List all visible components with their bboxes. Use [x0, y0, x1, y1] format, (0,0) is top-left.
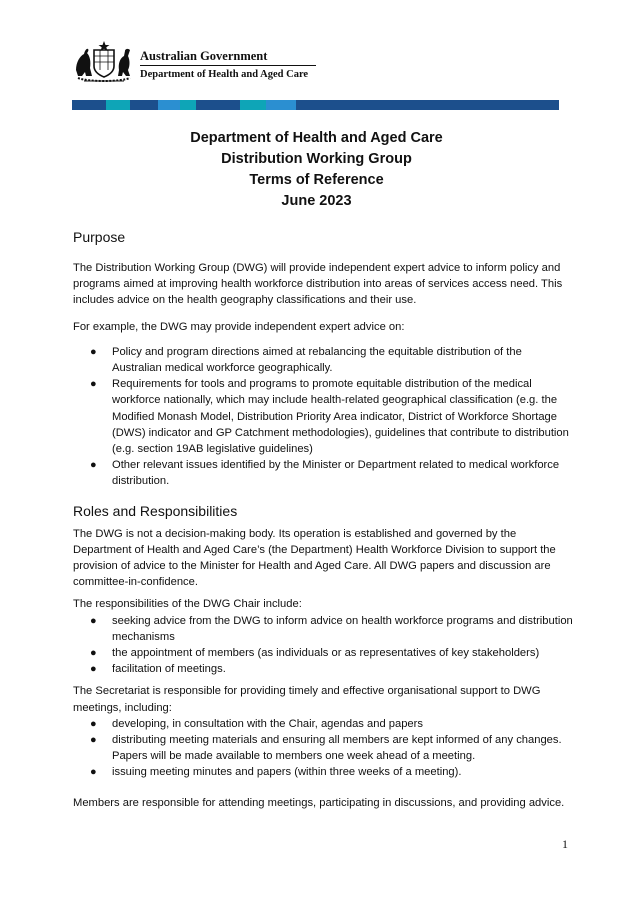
bullet-icon: ● [90, 459, 97, 472]
purpose-paragraph: The Distribution Working Group (DWG) will provide independent expert advice to inform policy and programs aimed at improving health workforce distribution into areas of services access need. This includes advice on the health geography classifications and their use. [73, 262, 563, 307]
title-date: June 2023 [281, 193, 352, 209]
title-line: Department of Health and Aged Care [190, 130, 443, 146]
list-item: ● distributing meeting materials and ensuring all members are kept informed of any changes. Papers will be made available to members one week ahead of a meeting. [90, 734, 562, 763]
list-item: ● the appointment of members (as individuals or as representatives of key stakeholders) [73, 645, 573, 661]
bullet-icon: ● [90, 717, 97, 730]
bullet-icon: ● [90, 614, 97, 627]
list-item: ● Requirements for tools and programs to promote equitable distribution of the medical workforce nationally, which may include health-related geographical classification (e.g. the Modified Monash Model, Distribution Priority Area indicator, District of Workforce Shortage (DWS) indicator and GP Catchment methodologies), guidelines that contribute to distribution (e.g. section 19AB legislative guidelines) [90, 378, 569, 456]
header-color-band [72, 100, 559, 110]
band-segment [72, 100, 106, 110]
purpose-paragraph: For example, the DWG may provide independent expert advice on: [73, 320, 405, 333]
bullet-icon: ● [90, 647, 97, 660]
bullet-icon: ● [90, 345, 97, 358]
document-body [73, 228, 573, 811]
purpose-bullet-list [73, 344, 573, 490]
coat-of-arms-logo [72, 40, 136, 84]
chair-bullet-list [73, 613, 573, 678]
list-item: ● issuing meeting minutes and papers (within three weeks of a meeting). [73, 764, 573, 780]
band-segment [196, 100, 240, 110]
bullet-icon: ● [90, 663, 97, 676]
band-segment [158, 100, 180, 110]
members-paragraph: Members are responsible for attending meetings, participating in discussions, and providing advice. [73, 796, 565, 809]
list-item: ● Other relevant issues identified by the Minister or Department related to medical workforce distribution. [90, 459, 560, 488]
department-name: Department of Health and Aged Care [140, 69, 309, 80]
bullet-icon: ● [90, 766, 97, 779]
band-segment [296, 100, 559, 110]
chair-intro: The responsibilities of the DWG Chair include: [73, 598, 302, 611]
list-item: ● Policy and program directions aimed at rebalancing the equitable distribution of the Australian medical workforce geographically. [90, 345, 522, 375]
band-segment [106, 100, 130, 110]
list-item: ● seeking advice from the DWG to inform advice on health workforce programs and distribution mechanisms [90, 614, 573, 643]
document-title [60, 128, 573, 212]
title-line: Terms of Reference [249, 172, 384, 188]
list-item: ● developing, in consultation with the Chair, agendas and papers [73, 716, 573, 732]
band-segment [130, 100, 158, 110]
title-line: Distribution Working Group [221, 151, 412, 167]
header-divider [140, 65, 316, 66]
section-heading-purpose: Purpose [73, 229, 126, 245]
bullet-icon: ● [90, 378, 97, 391]
page-number: 1 [562, 837, 568, 851]
band-segment [266, 100, 296, 110]
section-heading-roles: Roles and Responsibilities [73, 502, 238, 519]
band-segment [240, 100, 266, 110]
secretariat-bullet-list [73, 716, 573, 781]
government-name: Australian Government [140, 49, 268, 63]
roles-paragraph: The DWG is not a decision-making body. Its operation is established and governed by the Department of Health and Aged Care’s (the Department) Health Workforce Division to support the provision of advice to the Minister for Health and Aged Care. All DWG papers and discussion are committee-in-confidence. [73, 527, 556, 589]
band-segment [180, 100, 196, 110]
list-item: ● facilitation of meetings. [73, 661, 573, 677]
secretariat-intro: The Secretariat is responsible for providing timely and effective organisational support to DWG meetings, including: [73, 685, 541, 714]
bullet-icon: ● [90, 734, 97, 747]
